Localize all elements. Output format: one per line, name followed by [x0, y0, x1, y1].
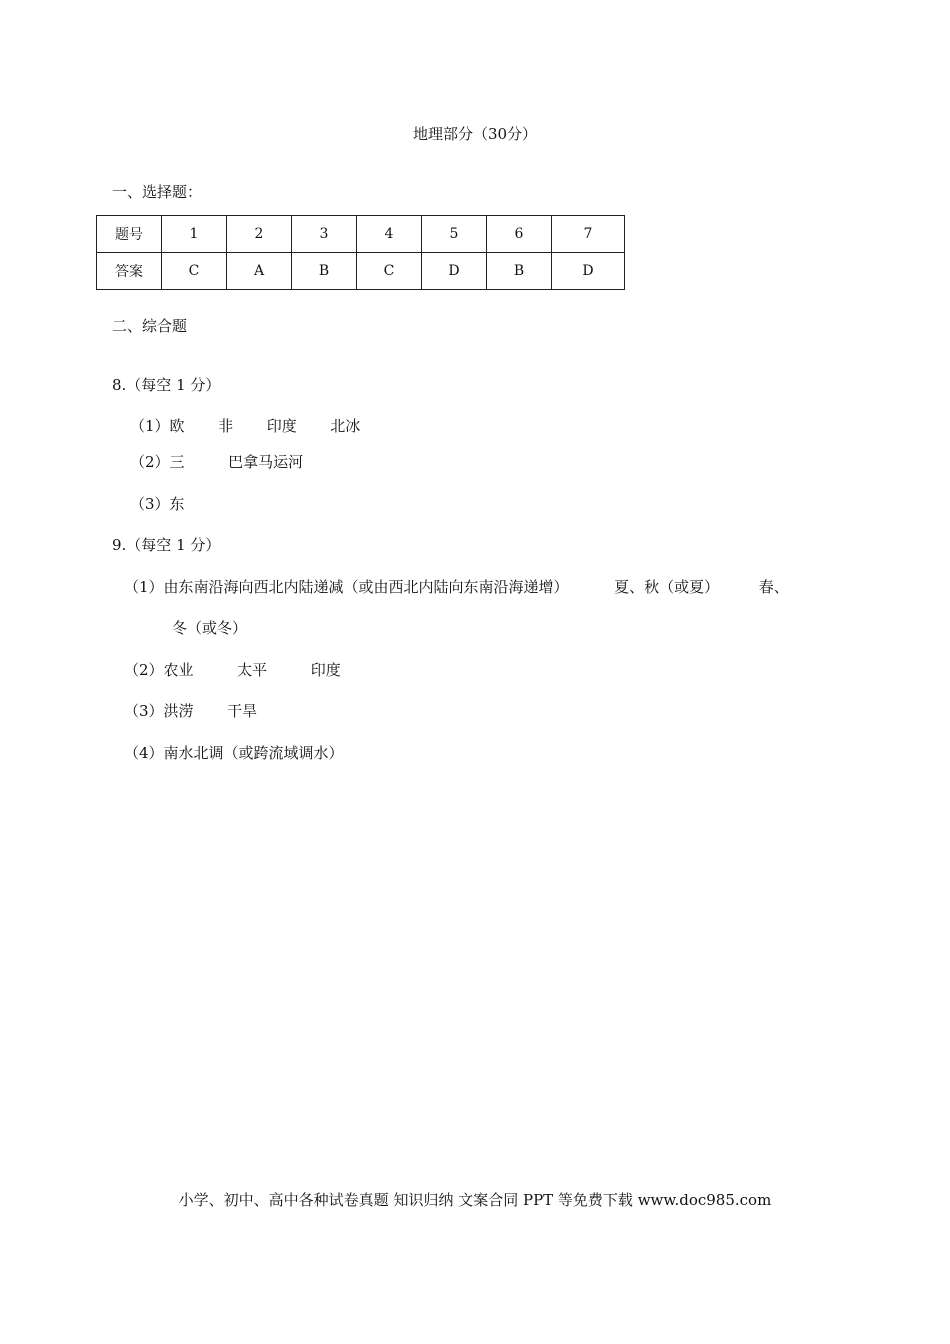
answer-text: 非 — [218, 417, 234, 435]
q8-header: 8.（每空 1 分） — [112, 376, 221, 394]
q9-answer-1 — [124, 577, 789, 597]
answer-text: （2）农业 — [124, 661, 194, 679]
answer-text: （2）三 — [130, 453, 185, 471]
answer-text: 太平 — [237, 661, 268, 679]
table-cell: A — [227, 253, 292, 290]
answer-text: 巴拿马运河 — [228, 453, 304, 471]
table-cell: 答案 — [97, 253, 162, 290]
table-cell: C — [357, 253, 422, 290]
section-heading-choice: 一、选择题： — [112, 183, 203, 201]
q8-answer-1 — [130, 416, 360, 436]
table-row — [97, 216, 625, 253]
q9-answer-3 — [124, 701, 257, 721]
table-cell: B — [487, 253, 552, 290]
answer-text: 印度 — [310, 661, 341, 679]
answer-text: 北冰 — [330, 417, 361, 435]
page-title: 地理部分（30分） — [412, 125, 538, 143]
answer-text: （3）洪涝 — [124, 702, 194, 720]
table-cell: 7 — [552, 216, 625, 253]
table-cell: D — [552, 253, 625, 290]
answer-text: 夏、秋（或夏） — [614, 578, 720, 596]
table-cell: 6 — [487, 216, 552, 253]
table-cell: C — [162, 253, 227, 290]
table-cell: 1 — [162, 216, 227, 253]
table-row — [97, 253, 625, 290]
answer-table — [96, 215, 625, 290]
answer-text: （1）欧 — [130, 417, 185, 435]
q8-answer-2 — [130, 452, 303, 472]
answer-text: 印度 — [266, 417, 297, 435]
answer-text: 春、 — [758, 578, 789, 596]
q8-answer-3: （3）东 — [130, 495, 185, 513]
table-cell: 题号 — [97, 216, 162, 253]
table-cell: 5 — [422, 216, 487, 253]
table-cell: 4 — [357, 216, 422, 253]
q9-answer-4: （4）南水北调（或跨流域调水） — [124, 744, 344, 762]
q9-answer-1-continued: 冬（或冬） — [172, 619, 248, 637]
answer-text: （1）由东南沿海向西北内陆递减（或由西北内陆向东南沿海递增） — [124, 578, 569, 596]
table-cell: 2 — [227, 216, 292, 253]
section-heading-comprehensive: 二、综合题 — [112, 317, 188, 335]
q9-answer-2 — [124, 660, 341, 680]
table-cell: 3 — [292, 216, 357, 253]
footer-promo-text: 小学、初中、高中各种试卷真题 知识归纳 文案合同 PPT 等免费下载 www.doc985.com — [178, 1191, 772, 1209]
q9-header: 9.（每空 1 分） — [112, 536, 221, 554]
table-cell: D — [422, 253, 487, 290]
answer-text: 干旱 — [227, 702, 258, 720]
table-cell: B — [292, 253, 357, 290]
